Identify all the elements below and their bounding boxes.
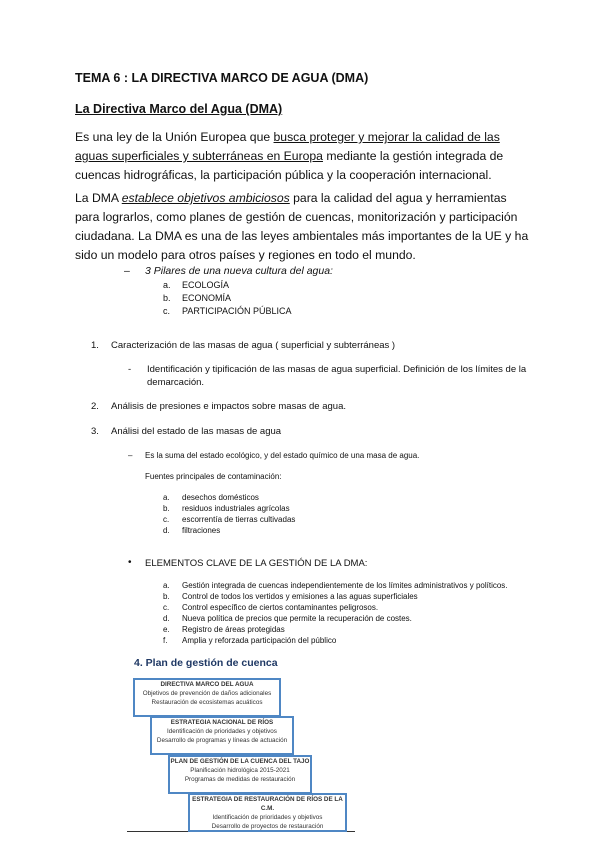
box-l2: Restauración de ecosistemas acuáticos [151,699,263,706]
box-h: ESTRATEGIA NACIONAL DE RÍOS [170,719,274,726]
box-l1: Identificación de prioridades y objetivos [212,814,323,821]
box-h: PLAN DE GESTIÓN DE LA CUENCA DEL TAJO [170,758,310,765]
diagram-title: 4. Plan de gestión de cuenca [134,657,278,669]
fuente-item: filtraciones [182,526,221,535]
section-number: 3. [91,426,99,437]
box-l1: Objetivos de prevención de daños adicionales [142,690,272,697]
fuentes-title: Fuentes principales de contaminación: [145,472,282,481]
text: Es una ley de la Unión Europea que [75,130,274,144]
text: La DMA [75,191,122,205]
list-marker: a. [163,581,170,590]
pillars-title: 3 Pilares de una nueva cultura del agua: [145,265,333,277]
section-number: 1. [91,340,99,351]
fuente-item: residuos industriales agrícolas [182,504,290,513]
diagram-box [168,755,312,794]
box-l2: Programas de medidas de restauración [184,776,296,783]
list-marker: b. [163,504,170,513]
elementos-title: ELEMENTOS CLAVE DE LA GESTIÓN DE LA DMA: [145,558,368,569]
fuente-item: desechos domésticos [182,493,259,502]
emphasized-text: establece objetivos ambiciosos [121,191,290,205]
elemento-item: Nueva política de precios que permite la recuperación de costes. [182,614,412,623]
box-l1: Identificación de prioridades y objetivos [167,728,277,735]
elemento-item: Control específico de ciertos contaminantes peligrosos. [182,603,379,612]
pillar-item: ECONOMÍA [182,293,232,303]
dash: – [128,451,133,460]
list-marker: b. [163,592,170,601]
list-marker: c. [163,515,170,524]
sec1-sub-line2: demarcación. [147,377,205,388]
diagram-box [150,716,294,755]
list-marker: d. [163,614,170,623]
sec1-sub-line1: Identificación y tipificación de las masas de agua superficial. Definición de los límites de la [147,364,527,375]
paragraph-objectives [75,189,530,265]
list-marker: b. [163,293,171,303]
list-marker: a. [163,280,171,290]
bullet: • [128,557,132,568]
text: para la calidad del agua y herramientas para lograrlos, como planes de gestión de cuencas, monitorización y participación ciudadana. La DMA es una de las leyes ambientales más importantes de la UE y ha sido un modelo para otros países y regiones en todo el mundo. [75,191,529,262]
elemento-item: Amplia y reforzada participación del público [182,636,337,645]
list-marker: f. [163,636,168,645]
list-marker: a. [163,493,170,502]
section-title: Caracterización de las masas de agua ( superficial y subterráneas ) [111,340,396,351]
list-marker: e. [163,625,170,634]
sec3-sub-text: Es la suma del estado ecológico, y del estado químico de una masa de agua. [145,451,420,460]
section-title: Análisis de presiones e impactos sobre masas de agua. [111,401,346,412]
elemento-item: Control de todos los vertidos y emisiones a las aguas superficiales [182,592,418,601]
section-number: 2. [91,401,99,412]
diagram-box [188,793,347,832]
document-title: TEMA 6 : LA DIRECTIVA MARCO DE AGUA (DMA) [75,71,369,85]
pillar-item: PARTICIPACIÓN PÚBLICA [182,306,292,316]
section-heading: La Directiva Marco del Agua (DMA) [75,102,283,116]
box-h: DIRECTIVA MARCO DEL AGUA [160,681,254,688]
dash: - [128,364,132,375]
pillar-item: ECOLOGÍA [182,280,230,290]
diagram-box [133,678,281,717]
fuente-item: escorrentía de tierras cultivadas [182,515,296,524]
text: mediante la gestión integrada de cuencas hidrográficas, la participación pública y la cooperación internacional. [75,149,504,182]
list-marker: c. [163,306,171,316]
section-title: Análisi del estado de las masas de agua [111,426,282,437]
box-l2: Desarrollo de proyectos de restauración [211,823,324,830]
list-marker: d. [163,526,170,535]
elemento-item: Registro de áreas protegidas [182,625,285,634]
box-h: ESTRATEGIA DE RESTAURACIÓN DE RÍOS DE LA C.M. [192,796,343,812]
underlined-text: busca proteger y mejorar la calidad de las aguas superficiales y subterráneas en Europa [75,130,500,163]
pillars-dash: – [124,265,130,277]
elemento-item: Gestión integrada de cuencas independientemente de los límites administrativos y políticos. [182,581,508,590]
paragraph-intro [75,128,530,185]
box-l1: Planificación hidrológica 2015-2021 [190,767,290,774]
box-l2: Desarrollo de programas y líneas de actuación [156,737,288,744]
list-marker: c. [163,603,170,612]
